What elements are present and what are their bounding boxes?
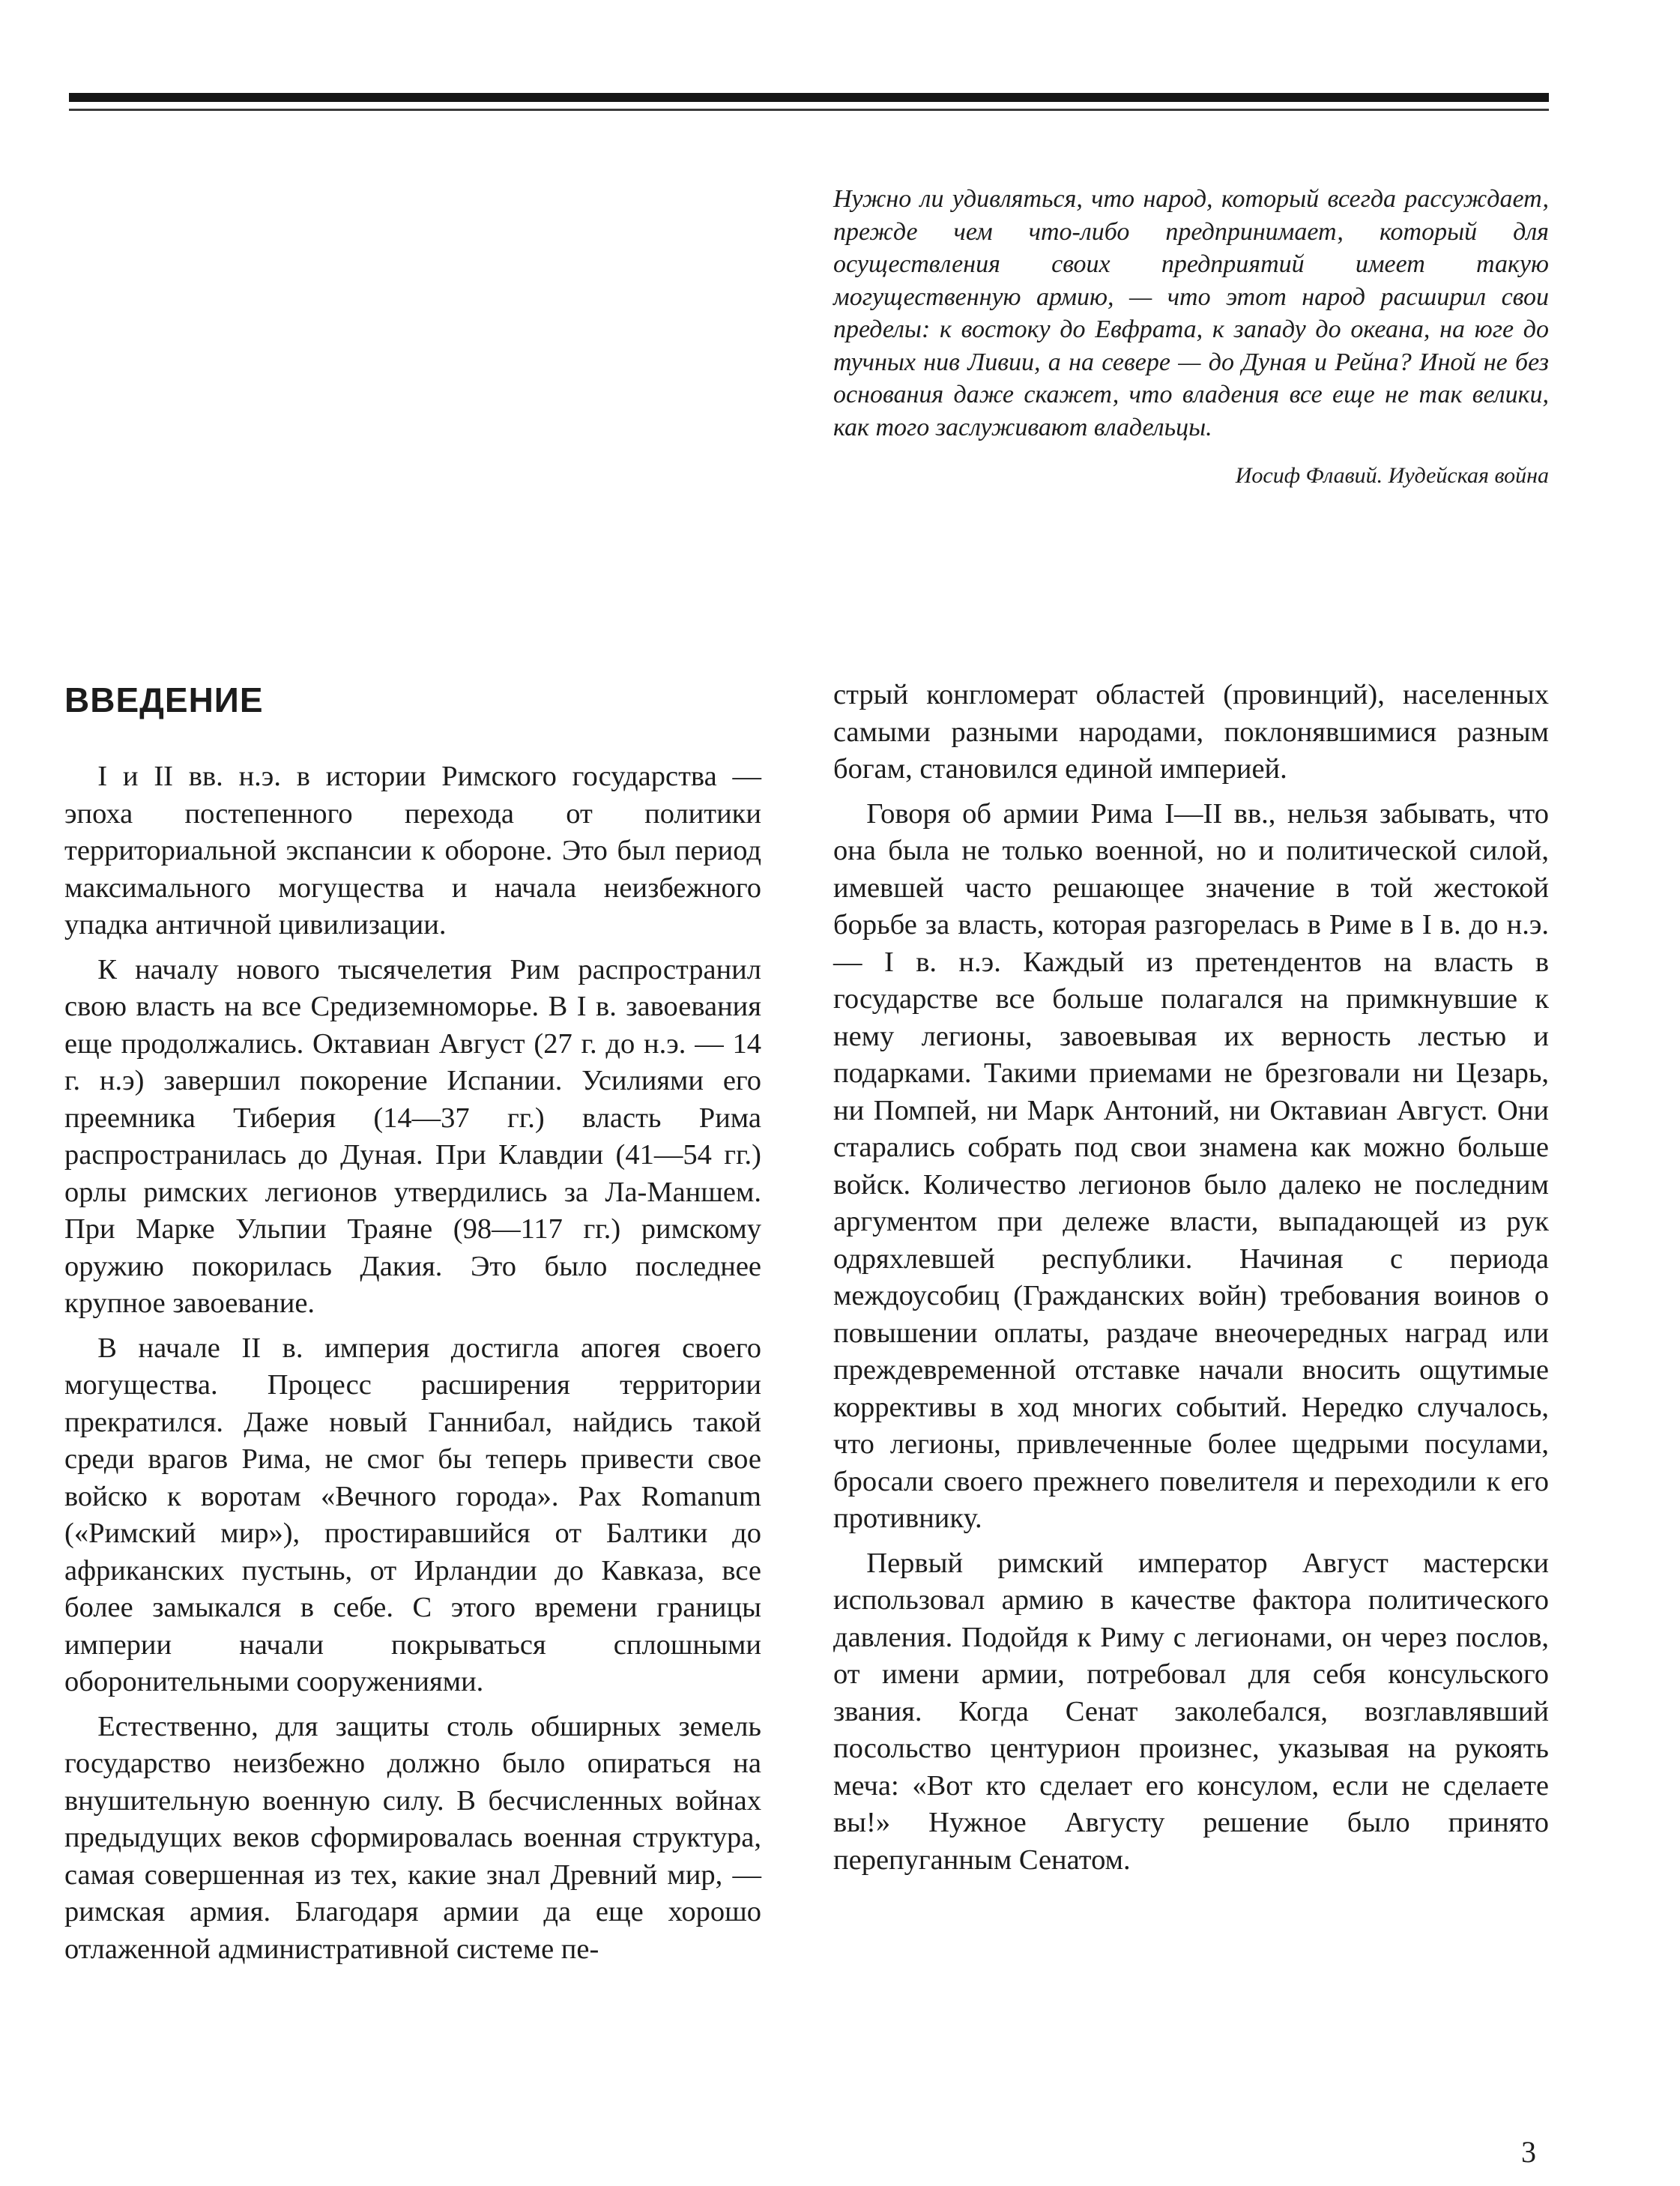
- paragraph: Естественно, для защиты столь обширных земель государство неизбежно должно было опираться на внушительную военную силу. В бесчисленных войнах предыдущих веков сформировалась военная структура, самая совершенная из тех, какие знал Древний мир, — римская армия. Благодаря армии да еще хорошо отлаженной административной системе пе-: [64, 1710, 761, 1965]
- epigraph: [833, 183, 1549, 489]
- paragraph: Говоря об армии Рима I—II вв., нельзя забывать, что она была не только военной, но и политической силой, имевшей часто решающее значение в той жестокой борьбе за власть, которая разгорелась в Риме в I в. до н.э.— I в. н.э. Каждый из претендентов на власть в государстве все больше полагался на примкнувшие к нему легионы, завоевывая их верность лестью и подарками. Такими приемами не брезговали ни Цезарь, ни Помпей, ни Марк Антоний, ни Октавиан Август. Они старались собрать под свои знамена как можно больше войск. Количество легионов было далеко не последним аргументом при дележе власти, выпадающей из рук одряхлевшей республики. Начиная с периода междоусобиц (Гражданских войн) требования воинов о повышении оплаты, раздаче внеочередных наград или преждевременной отставке начали вносить ощутимые коррективы в ход многих событий. Нередко случалось, что легионы, привлеченные более щедрыми посулами, бросали своего прежнего повелителя и переходили к его противнику.: [833, 797, 1549, 1534]
- left-column: [64, 680, 761, 1975]
- paragraph: I и II вв. н.э. в истории Римского государства — эпоха постепенного перехода от политики территориальной экспансии к обороне. Это был период максимального могущества и начала неизбежного упадка античной цивилизации.: [64, 761, 761, 940]
- paragraph-continued: стрый конгломерат областей (провинций), населенных самыми разными народами, поклонявшимися разным богам, становился единой империей.: [833, 679, 1549, 785]
- paragraph: К началу нового тысячелетия Рим распространил свою власть на все Средиземноморье. В I в. завоевания еще продолжались. Октавиан Август (27 г. до н.э. — 14 г. н.э) завершил покорение Испании. Усилиями его преемника Тиберия (14—37 гг.) власть Рима распространилась до Дуная. При Клавдии (41—54 гг.) орлы римских легионов утвердились за Ла-Маншем. При Марке Ульпии Траяне (98—117 гг.) римскому оружию покорилась Дакия. Это было последнее крупное завоевание.: [64, 953, 761, 1319]
- epigraph-text: Нужно ли удивляться, что народ, который всегда рассуждает, прежде чем что-либо предпринимает, который для осуществления своих предприятий имеет такую могущественную армию, — что этот народ расширил свои пределы: к востоку до Евфрата, к западу до океана, на юге до тучных нив Ливии, а на севере — до Дуная и Рейна? Иной не без основания даже скажет, что владения все еще не так велики, как того заслуживают владельцы.: [833, 185, 1549, 441]
- section-heading: ВВЕДЕНИЕ: [64, 680, 264, 719]
- header-rule-thick: [69, 93, 1549, 102]
- paragraph: Первый римский император Август мастерски использовал армию в качестве фактора политического давления. Подойдя к Риму с легионами, он через послов, от имени армии, потребовал для себя консульского звания. Когда Сенат заколебался, возглавлявший посольство центурион произнес, указывая на рукоять меча: «Вот кто сделает его консулом, если не сделаете вы!» Нужное Августу решение было принято перепуганным Сенатом.: [833, 1547, 1549, 1876]
- paragraph: В начале II в. империя достигла апогея своего могущества. Процесс расширения территории прекратился. Даже новый Ганнибал, найдись такой среди врагов Рима, не смог бы теперь привести свое войско к воротам «Вечного города». Pax Romanum («Римский мир»), простиравшийся от Балтики до африканских пустынь, от Ирландии до Кавказа, все более замыкался в себе. С этого времени границы империи начали покрываться сплошными оборонительными сооружениями.: [64, 1332, 761, 1697]
- epigraph-attribution: Иосиф Флавий. Иудейская война: [1235, 463, 1549, 488]
- header-rule-thin: [69, 109, 1549, 111]
- right-column: [833, 677, 1549, 1886]
- page-number: 3: [1521, 2135, 1536, 2169]
